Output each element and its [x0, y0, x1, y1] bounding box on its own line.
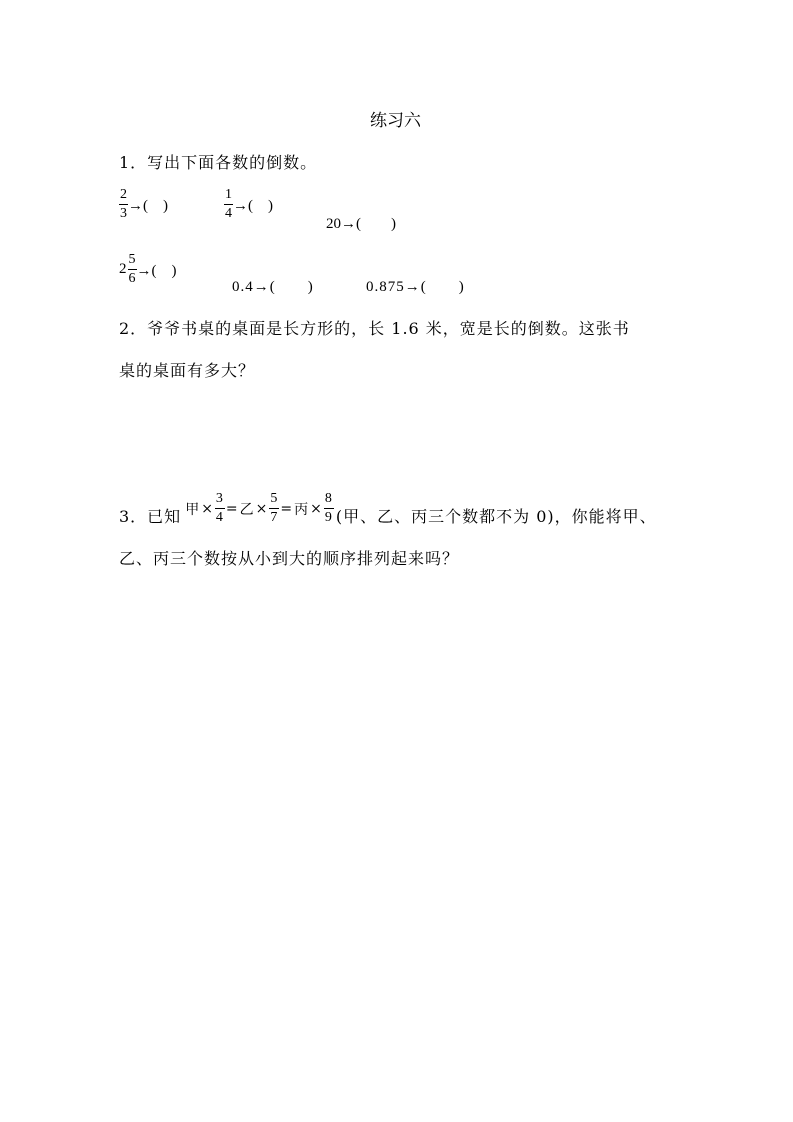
- numerator: 5: [128, 253, 137, 270]
- denominator: 7: [270, 510, 279, 525]
- numerator: 3: [215, 492, 225, 509]
- item-text: 0.875→( ): [366, 279, 465, 295]
- q1-item-0-875: [366, 275, 465, 296]
- denominator: 6: [128, 271, 136, 286]
- equals-sign: =: [225, 500, 239, 517]
- numerator: 5: [269, 492, 279, 509]
- term-name: 乙: [239, 501, 255, 518]
- fraction: [215, 492, 225, 525]
- times-sign: ×: [310, 500, 323, 517]
- item-text: 0.4→( ): [232, 279, 314, 295]
- denominator: 3: [120, 206, 127, 221]
- term-name: 甲: [185, 501, 201, 518]
- equals-sign: =: [280, 500, 294, 517]
- answer-blank: →( ): [136, 263, 177, 279]
- denominator: 4: [215, 510, 224, 525]
- question-2-line-1: 2．爷爷书桌的桌面是长方形的，长 1.6 米，宽是长的倒数。这张书: [119, 319, 630, 338]
- question-3-prefix: 3．已知: [119, 507, 182, 526]
- q1-item-fraction-1-4: [224, 188, 273, 221]
- fraction: [128, 253, 137, 286]
- fraction: [119, 188, 128, 221]
- equation: [185, 492, 334, 525]
- q1-item-20: [326, 212, 396, 233]
- times-sign: ×: [201, 500, 214, 517]
- question-1-text: 1．写出下面各数的倒数。: [119, 153, 318, 172]
- fraction: [224, 188, 233, 221]
- fraction: [269, 492, 279, 525]
- page-title: 练习六: [370, 111, 421, 131]
- answer-blank: →( ): [128, 198, 168, 214]
- denominator: 4: [225, 206, 232, 221]
- times-sign: ×: [255, 500, 269, 517]
- item-text: 20→( ): [326, 216, 396, 232]
- denominator: 9: [324, 510, 333, 525]
- whole-number: 2: [119, 261, 127, 277]
- term-name: 丙: [294, 501, 310, 518]
- question-3-suffix: (甲、乙、丙三个数都不为 0)，你能将甲、: [335, 507, 657, 526]
- numerator: 1: [224, 188, 233, 205]
- question-2-line-2: 桌的桌面有多大？: [119, 361, 256, 380]
- question-3-line-2: 乙、丙三个数按从小到大的顺序排列起来吗？: [119, 549, 460, 568]
- answer-blank: →( ): [233, 198, 273, 214]
- fraction: [324, 492, 334, 525]
- q1-item-0-4: [232, 275, 314, 296]
- q1-item-fraction-2-3: [119, 188, 168, 221]
- numerator: 2: [119, 188, 128, 205]
- numerator: 8: [324, 492, 334, 509]
- question-3-line-1: [119, 491, 657, 527]
- q1-item-mixed-2-5-6: [119, 253, 177, 286]
